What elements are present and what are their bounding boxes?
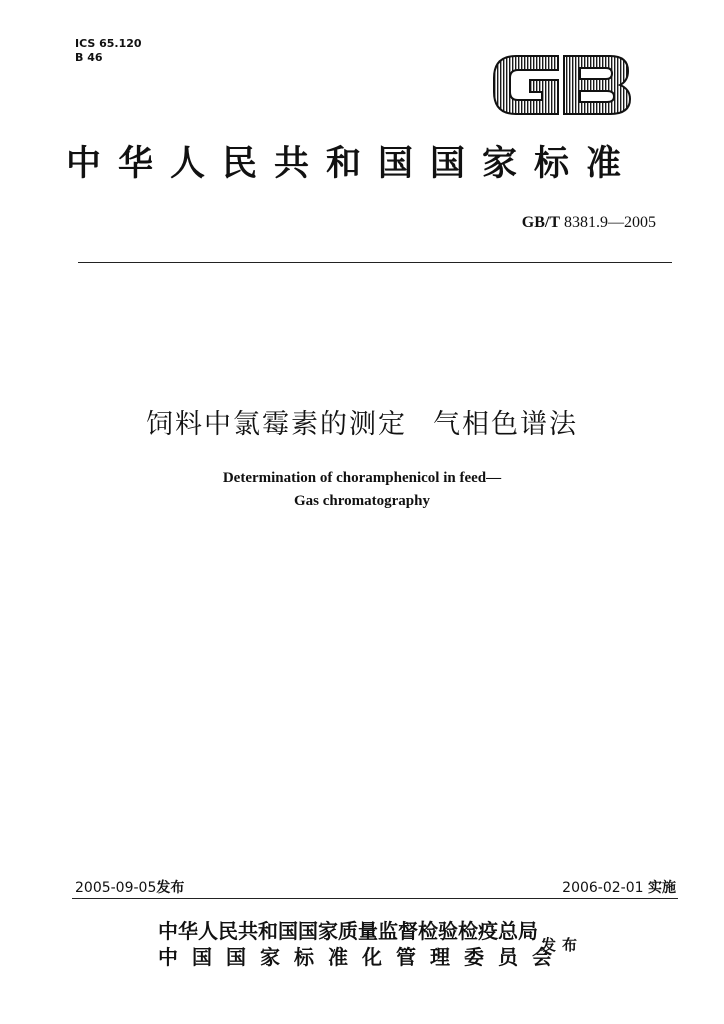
publish-label: 发布 [541,936,584,954]
ics-code: ICS 65.120 [75,37,142,50]
ccs-code: B 46 [75,51,103,64]
footer-divider [72,898,678,899]
issue-date-block [75,877,184,897]
issue-date: 2005-09-05 [75,880,157,896]
title-english-line2: Gas chromatography [294,493,430,509]
issuer-line1: 中华人民共和国国家质量监督检验检疫总局 [158,919,538,943]
title-english-line1: Determination of choramphenicol in feed— [222,470,502,486]
issuing-authorities [158,918,566,970]
title-english [0,467,724,513]
title-chinese-part2: 气相色谱法 [433,409,578,440]
implement-date-block [562,877,676,897]
classification-codes [75,37,142,65]
implement-date: 2006-02-01 [562,880,644,896]
title-chinese-part1: 饲料中氯霉素的测定 [146,409,407,440]
issue-label: 发布 [156,880,185,896]
header-divider [78,262,672,263]
gb-logo [488,46,634,122]
standard-prefix: GB/T [521,214,560,231]
standard-code: 8381.9—2005 [564,214,656,231]
org-title: 中华人民共和国国家标准 [66,143,639,184]
standard-number [522,214,656,232]
title-chinese [0,402,724,441]
implement-label: 实施 [648,880,676,896]
issuer-line2: 中国国家标准化管理委员会 [158,945,566,969]
